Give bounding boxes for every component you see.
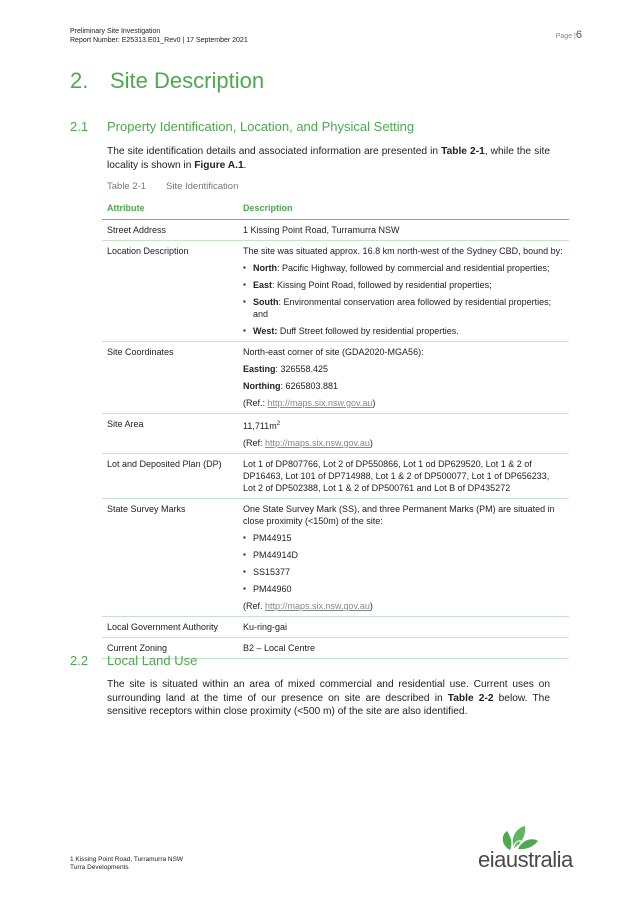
survey-mark-item: ▪ PM44960 bbox=[243, 583, 564, 595]
text-run: . bbox=[243, 159, 247, 171]
northing-label: Northing bbox=[243, 381, 281, 391]
attribute-cell: Current Zoning bbox=[102, 638, 238, 659]
site-identification-table bbox=[102, 197, 569, 659]
page-number bbox=[556, 29, 582, 41]
attribute-cell: Lot and Deposited Plan (DP) bbox=[102, 454, 238, 499]
survey-mark-item: ▪ SS15377 bbox=[243, 566, 564, 578]
table-reference: Table 2-2 bbox=[447, 692, 494, 704]
ref-suffix: ) bbox=[369, 601, 373, 611]
table-row bbox=[102, 499, 569, 617]
attribute-cell: State Survey Marks bbox=[102, 499, 238, 617]
ref-suffix: ) bbox=[372, 398, 376, 408]
ref-prefix: (Ref. bbox=[243, 601, 266, 611]
subsection-heading-2-2 bbox=[70, 653, 197, 668]
attribute-cell: Location Description bbox=[102, 241, 238, 342]
text-run: below. The sensitive receptors within close proximity (<500 m) of the site are also identified. bbox=[107, 692, 551, 717]
bullet-north bbox=[243, 262, 564, 274]
maps-link[interactable]: http://maps.six.nsw.gov.au bbox=[265, 601, 370, 611]
table-caption-number: Table 2-1 bbox=[107, 181, 147, 192]
table-caption-title: Site Identification bbox=[166, 181, 239, 192]
attribute-cell: Local Government Authority bbox=[102, 617, 238, 638]
description-cell bbox=[238, 241, 569, 342]
table-reference: Table 2-1 bbox=[441, 146, 485, 157]
section-title: Site Description bbox=[110, 68, 265, 93]
survey-intro: One State Survey Mark (SS), and three Permanent Marks (PM) are situated in close proximity (<150m) of the site: bbox=[243, 504, 555, 526]
ref-prefix: (Ref.: bbox=[243, 398, 268, 408]
ref-suffix: ) bbox=[369, 438, 373, 448]
northing-value: : 6265803.881 bbox=[280, 381, 339, 391]
text-run: The site is situated within an area of mixed commercial and residential use. Current uses on surrounding land at the time of our presence on site are described in bbox=[107, 679, 550, 704]
attribute-cell: Site Coordinates bbox=[102, 342, 238, 414]
bullet-text: : Pacific Highway, followed by commercial and residential properties; bbox=[277, 263, 550, 273]
coords-reference bbox=[243, 397, 564, 409]
maps-link[interactable]: http://maps.six.nsw.gov.au bbox=[267, 398, 373, 408]
area-unit-superscript: 2 bbox=[276, 421, 281, 427]
attribute-cell: Site Area bbox=[102, 414, 238, 454]
area-reference bbox=[243, 437, 564, 449]
section-number: 2. bbox=[70, 68, 89, 93]
description-cell bbox=[238, 499, 569, 617]
description-cell bbox=[238, 414, 569, 454]
page-label: Page | bbox=[555, 33, 576, 40]
description-cell: Ku-ring-gai bbox=[238, 617, 569, 638]
description-cell: 1 Kissing Point Road, Turramurra NSW bbox=[238, 220, 569, 241]
ref-prefix: (Ref: bbox=[243, 438, 266, 448]
subsection-title: Property Identification, Location, and Physical Setting bbox=[107, 119, 415, 134]
section-heading bbox=[70, 68, 264, 94]
description-cell: Lot 1 of DP807766, Lot 2 of DP550866, Lot 1 od DP629520, Lot 1 & 2 of DP16463, Lot 101 of DP714988, Lot 1 & 2 of DP500077, Lot 1 of DP656233, Lot 2 of DP502388, Lot 1 & 2 of DP500761 and Lot B of DP435272 bbox=[238, 454, 569, 499]
report-title: Preliminary Site Investigation bbox=[70, 28, 161, 35]
bullet-label: South bbox=[253, 297, 279, 307]
survey-mark-item: ▪ PM44915 bbox=[243, 532, 564, 544]
report-header bbox=[70, 27, 248, 45]
bullet-text: : Kissing Point Road, followed by residential properties; bbox=[272, 280, 492, 290]
northing-line bbox=[243, 380, 564, 392]
table-row bbox=[102, 342, 569, 414]
figure-reference: Figure A.1 bbox=[194, 159, 244, 171]
location-intro: The site was situated approx. 16.8 km north-west of the Sydney CBD, bound by: bbox=[243, 246, 563, 256]
text-run: , while the site locality is shown in bbox=[107, 146, 550, 171]
description-cell bbox=[238, 342, 569, 414]
survey-mark-item: ▪ PM44914D bbox=[243, 549, 564, 561]
footer-address: 1 Kissing Point Road, Turramurra NSW bbox=[70, 856, 184, 863]
area-value bbox=[243, 418, 564, 432]
logo-wordmark: eiaustralia bbox=[478, 847, 573, 872]
easting-label: Easting bbox=[243, 364, 276, 374]
bullet-text: Duff Street followed by residential properties. bbox=[277, 326, 459, 336]
subsection-heading-2-1 bbox=[70, 119, 414, 134]
land-use-paragraph bbox=[107, 678, 550, 719]
coords-intro: North-east corner of site (GDA2020-MGA56): bbox=[243, 347, 424, 357]
table-caption bbox=[107, 181, 238, 192]
bullet-label: West: bbox=[253, 326, 278, 336]
header-description: Description bbox=[238, 197, 569, 220]
header-attribute: Attribute bbox=[102, 197, 238, 220]
bullet-west bbox=[243, 325, 564, 337]
bullet-label: North bbox=[253, 263, 277, 273]
description-cell: B2 – Local Centre bbox=[238, 638, 569, 659]
bullet-east bbox=[243, 279, 564, 291]
intro-paragraph bbox=[107, 145, 550, 172]
footer-client: Turra Developments bbox=[70, 864, 129, 871]
easting-line bbox=[243, 363, 564, 375]
survey-reference bbox=[243, 600, 564, 612]
table-header-row bbox=[102, 197, 569, 220]
easting-value: : 326558.425 bbox=[275, 364, 329, 374]
table-row bbox=[102, 414, 569, 454]
table-row bbox=[102, 454, 569, 499]
table-row bbox=[102, 220, 569, 241]
page-number-value: 6 bbox=[575, 29, 582, 41]
page-footer bbox=[70, 856, 183, 872]
subsection-title: Local Land Use bbox=[107, 653, 198, 668]
maps-link[interactable]: http://maps.six.nsw.gov.au bbox=[265, 438, 370, 448]
bullet-text: : Environmental conservation area followed by residential properties; and bbox=[253, 297, 552, 319]
attribute-cell: Street Address bbox=[102, 220, 238, 241]
area-number: 11,711m bbox=[243, 421, 277, 431]
subsection-number: 2.2 bbox=[70, 653, 89, 668]
subsection-number: 2.1 bbox=[70, 119, 89, 134]
table-row bbox=[102, 241, 569, 342]
bullet-label: East bbox=[253, 280, 273, 290]
report-number: Report Number: E25313.E01_Rev0 | 17 September 2021 bbox=[70, 37, 248, 44]
text-run: The site identification details and associated information are presented in bbox=[107, 146, 442, 157]
bullet-south bbox=[243, 296, 564, 320]
table-row bbox=[102, 617, 569, 638]
